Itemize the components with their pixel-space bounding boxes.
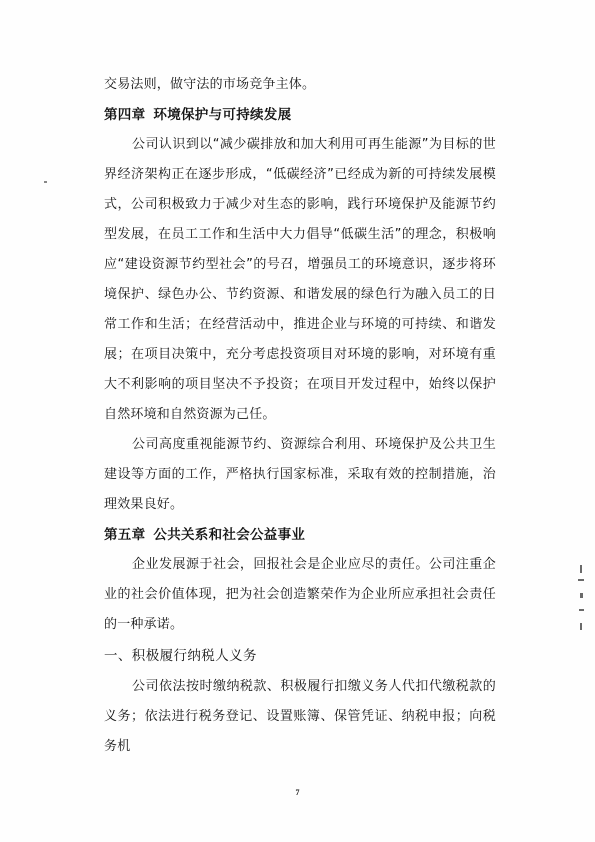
chapter-4-number: 第四章 — [104, 107, 146, 123]
chapter-4-heading — [104, 100, 496, 130]
continued-text-line: 交易法则，做守法的市场竞争主体。 — [104, 77, 316, 92]
scan-speck — [44, 181, 47, 183]
paragraph-environment-strategy: 公司认识到以“减少碳排放和加大利用可再生能源”为目标的世界经济架构正在逐步形成，“低碳经济”已经成为新的可持续发展模式，公司积极致力于减少对生态的影响，践行环境保护及能源节约型发展，在员工工作和生活中大力倡导“低碳生活”的理念，积极响应“建设资源节约型社会”的号召，增强员工的环境意识，逐步将环境保护、绿色办公、节约资源、和谐发展的绿色行为融入员工的日常工作和生活；在经营活动中，推进企业与环境的可持续、和谐发展；在项目决策中，充分考虑投资项目对环境的影响，对环境有重大不利影响的项目坚决不予投资；在项目开发过程中，始终以保护自然环境和自然资源为己任。 — [104, 137, 496, 422]
paragraph-energy-saving: 公司高度重视能源节约、资源综合利用、环境保护及公共卫生建设等方面的工作，严格执行国家标准，采取有效的控制措施，治理效果良好。 — [104, 437, 496, 512]
section-1-heading: 一、积极履行纳税人义务 — [104, 648, 257, 664]
page-body — [104, 70, 496, 762]
paragraph-social-responsibility: 企业发展源于社会，回报社会是企业应尽的责任。公司注重企业的社会价值体现，把为社会创造繁荣作为企业所应承担社会责任的一种承诺。 — [104, 557, 496, 632]
chapter-5-number: 第五章 — [104, 527, 146, 543]
page-number: 7 — [295, 788, 300, 797]
chapter-5-title: 公共关系和社会公益事业 — [153, 527, 306, 543]
chapter-4-title: 环境保护与可持续发展 — [153, 107, 292, 123]
chapter-5-heading — [104, 520, 496, 550]
margin-binding-marks — [576, 565, 590, 635]
paragraph-tax-obligations: 公司依法按时缴纳税款、积极履行扣缴义务人代扣代缴税款的义务；依法进行税务登记、设置账簿、保管凭证、纳税申报；向税务机 — [104, 679, 496, 754]
